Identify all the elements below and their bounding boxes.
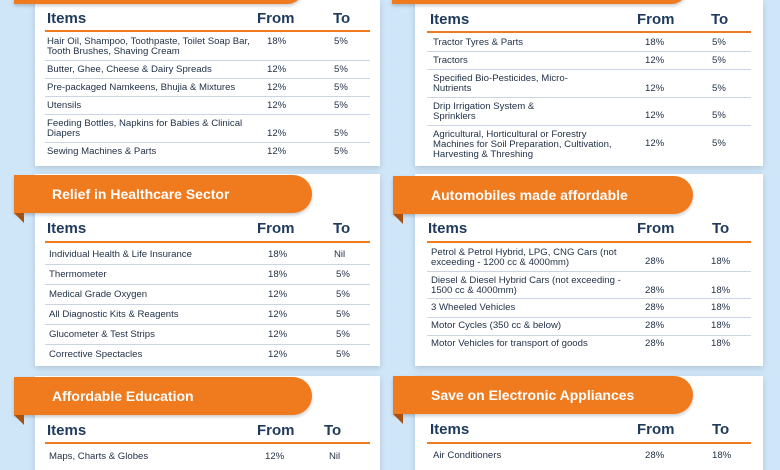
rate-from: 12% <box>645 138 665 149</box>
row-divider <box>427 69 751 70</box>
banner-fold <box>393 214 403 224</box>
rate-to: 18% <box>711 338 731 349</box>
row-divider <box>45 78 370 79</box>
section-banner-healthcare: Relief in Healthcare Sector <box>14 175 312 213</box>
item-name: Thermometer <box>49 269 107 280</box>
rate-from: 12% <box>268 309 288 320</box>
rate-to: 5% <box>712 110 726 121</box>
section-banner <box>392 0 688 4</box>
header-items: Items <box>430 421 470 438</box>
banner-fold <box>14 213 24 223</box>
header-items: Items <box>47 10 87 27</box>
rate-from: 12% <box>267 128 287 139</box>
rate-to: 5% <box>334 100 348 111</box>
rate-to: 5% <box>712 37 726 48</box>
rate-to: Nil <box>329 451 341 462</box>
item-name: Drip Irrigation System & Sprinklers <box>433 101 535 122</box>
row-divider <box>45 142 370 143</box>
rate-to: 5% <box>334 64 348 75</box>
rate-from: 18% <box>645 37 665 48</box>
rate-from: 12% <box>645 110 665 121</box>
row-divider <box>427 298 751 299</box>
item-name: Air Conditioners <box>433 450 502 461</box>
rate-from: 12% <box>267 82 287 93</box>
header-from: From <box>257 220 295 237</box>
header-divider <box>427 31 751 33</box>
item-name: Diesel & Diesel Hybrid Cars (not exceeding - 1500 cc & 4000mm) <box>431 275 621 296</box>
item-name: Motor Vehicles for transport of goods <box>431 338 588 349</box>
rate-to: 5% <box>336 289 350 300</box>
rate-from: 18% <box>268 249 288 260</box>
rate-to: 5% <box>712 83 726 94</box>
banner-fold <box>14 415 24 425</box>
section-banner-automobiles: Automobiles made affordable <box>393 176 693 214</box>
row-divider <box>427 97 751 98</box>
rate-from: 12% <box>645 83 665 94</box>
rate-to: 5% <box>336 309 350 320</box>
row-divider <box>45 324 370 325</box>
item-name: Pre-packaged Namkeens, Bhujia & Mixtures <box>47 82 236 93</box>
rate-from: 28% <box>645 285 665 296</box>
rate-to: 5% <box>336 269 350 280</box>
header-from: From <box>257 422 295 439</box>
row-divider <box>427 125 751 126</box>
row-divider <box>45 60 370 61</box>
item-name: Maps, Charts & Globes <box>49 451 149 462</box>
rate-to: 5% <box>712 55 726 66</box>
rate-from: 12% <box>267 100 287 111</box>
item-name: Individual Health & Life Insurance <box>49 249 192 260</box>
rate-to: 5% <box>336 329 350 340</box>
rate-from: 12% <box>267 146 287 157</box>
item-name: Medical Grade Oxygen <box>49 289 148 300</box>
rate-to: 18% <box>712 450 732 461</box>
item-name: Butter, Ghee, Cheese & Dairy Spreads <box>47 64 212 75</box>
rate-to: 5% <box>712 138 726 149</box>
header-divider <box>45 30 370 32</box>
header-to: To <box>712 421 730 438</box>
header-items: Items <box>428 220 468 237</box>
row-divider <box>45 284 370 285</box>
row-divider <box>45 114 370 115</box>
rate-from: 28% <box>645 338 665 349</box>
header-items: Items <box>47 220 87 237</box>
rate-from: 28% <box>645 302 665 313</box>
item-name: Utensils <box>47 100 82 111</box>
header-divider <box>45 241 370 243</box>
header-divider <box>427 241 751 243</box>
rate-from: 12% <box>268 349 288 360</box>
rate-from: 12% <box>268 289 288 300</box>
header-to: To <box>333 10 351 27</box>
rate-from: 12% <box>268 329 288 340</box>
banner-fold <box>393 414 403 424</box>
header-to: To <box>712 220 730 237</box>
header-from: From <box>637 421 675 438</box>
item-name: All Diagnostic Kits & Reagents <box>49 309 179 320</box>
rate-from: 28% <box>645 256 665 267</box>
rate-from: 12% <box>267 64 287 75</box>
row-divider <box>427 51 751 52</box>
rate-from: 28% <box>645 320 665 331</box>
section-banner-electronics: Save on Electronic Appliances <box>393 376 693 414</box>
rate-to: 18% <box>711 302 731 313</box>
row-divider <box>45 96 370 97</box>
header-items: Items <box>47 422 87 439</box>
rate-from: 28% <box>645 450 665 461</box>
row-divider <box>427 317 751 318</box>
rate-to: 18% <box>711 285 731 296</box>
header-to: To <box>324 422 342 439</box>
rate-to: 5% <box>334 146 348 157</box>
section-banner <box>14 0 304 4</box>
header-divider <box>427 442 751 444</box>
header-from: From <box>637 11 675 28</box>
rate-to: Nil <box>334 249 346 260</box>
rate-to: 18% <box>711 320 731 331</box>
item-name: Agricultural, Horticultural or Forestry Machines for Soil Preparation, Cultivation, Harvesting & Threshing <box>433 129 612 160</box>
card-agriculture <box>415 0 763 166</box>
item-name: Motor Cycles (350 cc & below) <box>431 320 562 331</box>
header-divider <box>45 442 370 444</box>
row-divider <box>427 335 751 336</box>
row-divider <box>45 344 370 345</box>
rate-to: 5% <box>334 82 348 93</box>
row-divider <box>45 264 370 265</box>
header-to: To <box>333 220 351 237</box>
item-name: Petrol & Petrol Hybrid, LPG, CNG Cars (not exceeding - 1200 cc & 4000mm) <box>431 247 617 268</box>
rate-to: 5% <box>334 36 348 47</box>
header-from: From <box>257 10 295 27</box>
header-from: From <box>637 220 675 237</box>
item-name: Hair Oil, Shampoo, Toothpaste, Toilet Soap Bar, Tooth Brushes, Shaving Cream <box>47 36 250 57</box>
card-personal-care <box>35 0 380 166</box>
item-name: Corrective Spectacles <box>49 349 143 360</box>
section-banner-education: Affordable Education <box>14 377 312 415</box>
rate-from: 18% <box>267 36 287 47</box>
rate-to: 5% <box>336 349 350 360</box>
header-items: Items <box>430 11 470 28</box>
item-name: Tractor Tyres & Parts <box>433 37 524 48</box>
rate-from: 18% <box>268 269 288 280</box>
item-name: 3 Wheeled Vehicles <box>431 302 516 313</box>
item-name: Sewing Machines & Parts <box>47 146 157 157</box>
row-divider <box>45 304 370 305</box>
item-name: Tractors <box>433 55 468 66</box>
item-name: Feeding Bottles, Napkins for Babies & Clinical Diapers <box>47 118 243 139</box>
item-name: Specified Bio-Pesticides, Micro-Nutrients <box>433 73 568 94</box>
item-name: Glucometer & Test Strips <box>49 329 155 340</box>
rate-to: 5% <box>334 128 348 139</box>
rate-to: 18% <box>711 256 731 267</box>
header-to: To <box>711 11 729 28</box>
row-divider <box>427 271 751 272</box>
rate-from: 12% <box>265 451 285 462</box>
rate-from: 12% <box>645 55 665 66</box>
